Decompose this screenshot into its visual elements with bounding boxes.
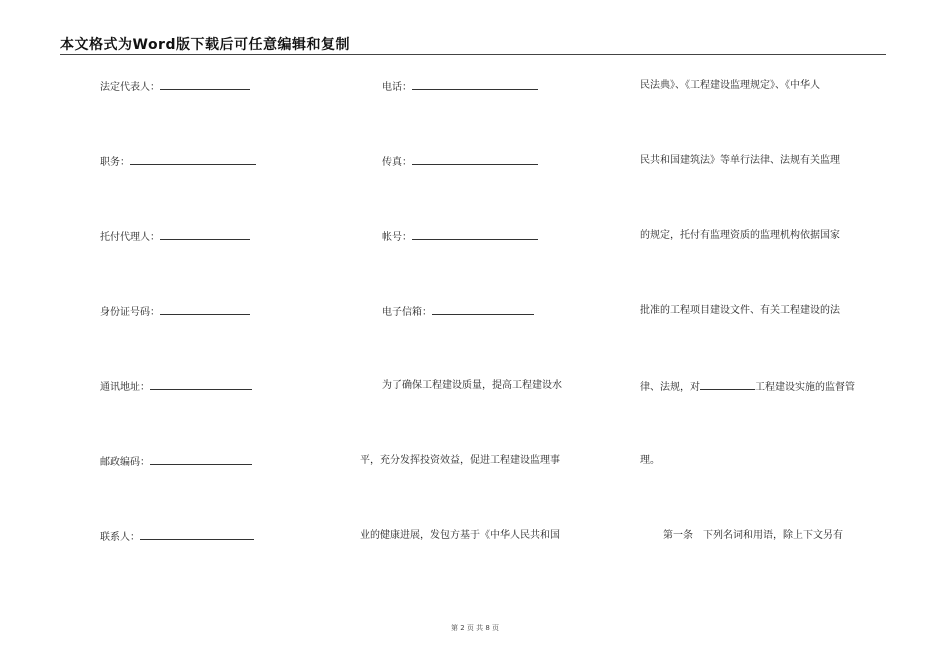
document-title: 本文格式为Word版下载后可任意编辑和复制 [60,37,350,53]
field-label: 帐号： [382,232,412,243]
field-label: 电子信箱： [382,307,432,318]
field-label: 托付代理人： [100,232,160,243]
blank-line[interactable] [432,305,534,315]
field-label: 通讯地址： [100,382,150,393]
blank-line[interactable] [160,230,250,240]
blank-line[interactable] [140,530,254,540]
blank-line[interactable] [150,380,252,390]
paragraph-line: 民共和国建筑法》等单行法律、法规有关监理 [640,155,840,166]
paragraph-line: 平，充分发挥投资效益，促进工程建设监理事 [360,455,560,466]
blank-line[interactable] [160,305,250,315]
position-field [100,155,256,169]
field-label: 联系人： [100,532,140,543]
address-field [100,380,252,394]
blank-line[interactable] [412,230,538,240]
page-number: 第 2 页 共 8 页 [450,624,500,632]
blank-line[interactable] [150,455,252,465]
account-field [382,230,538,244]
field-label: 法定代表人： [100,82,160,93]
blank-line[interactable] [700,380,755,390]
paragraph-line: 为了确保工程建设质量，提高工程建设水 [382,380,562,391]
field-label: 传真： [382,157,412,168]
text-before-blank: 律、法规，对 [640,382,700,393]
field-label: 职务： [100,157,130,168]
contact-person-field [100,530,254,544]
phone-field [382,80,538,94]
article-one-heading-line: 第一条 下列名词和用语，除上下文另有 [663,530,843,541]
header-divider [60,54,886,55]
blank-line[interactable] [160,80,250,90]
paragraph-line: 民法典》、《工程建设监理规定》、《中华人 [640,80,820,91]
blank-line[interactable] [412,155,538,165]
blank-line[interactable] [130,155,256,165]
paragraph-line: 业的健康进展，发包方基于《中华人民共和国 [360,530,560,541]
paragraph-line: 的规定，托付有监理资质的监理机构依据国家 [640,230,840,241]
paragraph-line: 理。 [640,455,660,466]
email-field [382,305,534,319]
id-number-field [100,305,250,319]
text-after-blank: 工程建设实施的监督管 [755,382,855,393]
blank-line[interactable] [412,80,538,90]
postal-code-field [100,455,252,469]
field-label: 身份证号码： [100,307,160,318]
paragraph-line: 批准的工程项目建设文件、有关工程建设的法 [640,305,840,316]
field-label: 电话： [382,82,412,93]
agent-field [100,230,250,244]
fax-field [382,155,538,169]
legal-representative-field [100,80,250,94]
paragraph-line-with-blank [640,380,855,394]
field-label: 邮政编码： [100,457,150,468]
